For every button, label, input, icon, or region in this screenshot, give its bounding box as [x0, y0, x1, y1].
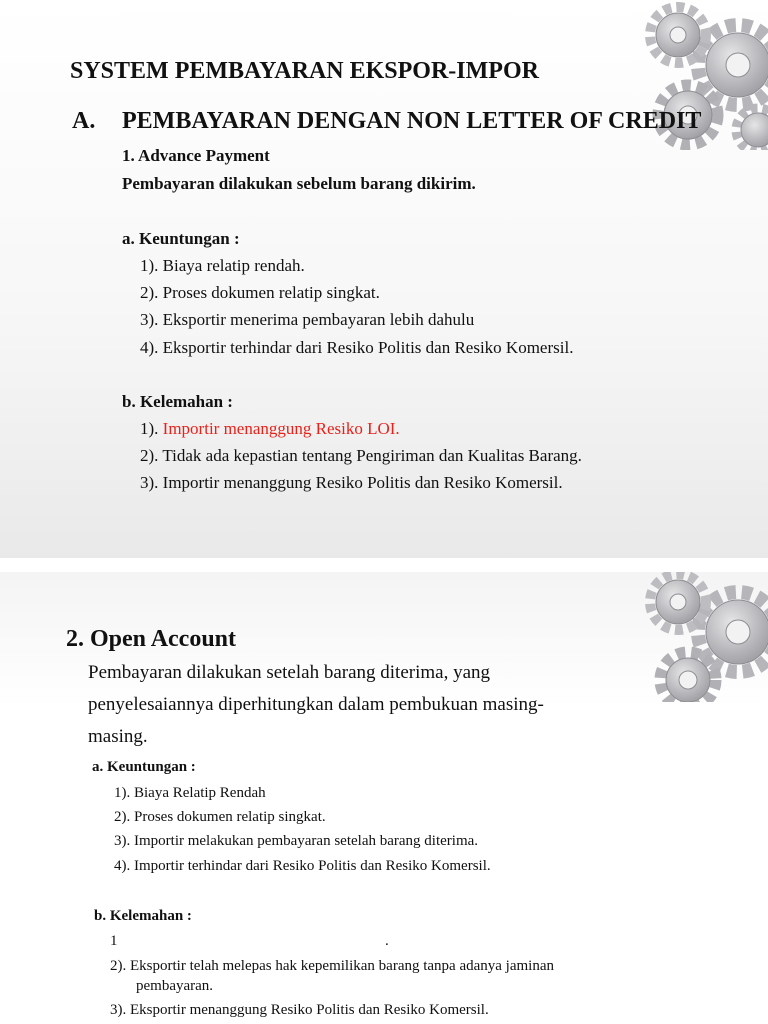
weakness-number: 1). — [140, 419, 159, 438]
advantages-heading: a. Keuntungan : — [92, 759, 196, 775]
definition-text: Pembayaran dilakukan sebelum barang dikirim. — [122, 174, 476, 193]
paragraph-line: Pembayaran dilakukan setelah barang diterima, yang — [88, 662, 491, 683]
weaknesses-heading: b. Kelemahan : — [122, 392, 233, 411]
advantage-item: 2). Proses dokumen relatip singkat. — [114, 809, 326, 825]
weakness-item: 3). Importir menanggung Resiko Politis dan Resiko Komersil. — [140, 473, 563, 492]
slide1-title: SYSTEM PEMBAYARAN EKSPOR-IMPOR — [70, 58, 539, 84]
slide-2 — [0, 572, 768, 1024]
weakness-item: 2). Eksportir telah melepas hak kepemilikan barang tanpa adanya jaminan — [110, 958, 555, 974]
weakness-number: 1 — [110, 933, 118, 949]
weaknesses-heading: b. Kelemahan : — [94, 908, 192, 924]
section-letter: A. — [72, 108, 96, 134]
weakness-highlight-text: Importir menanggung Resiko LOI. — [162, 419, 400, 438]
section-title: PEMBAYARAN DENGAN NON LETTER OF CREDIT — [122, 108, 702, 134]
weakness-item: 3). Eksportir menanggung Resiko Politis dan Resiko Komersil. — [110, 1002, 489, 1018]
advantage-item: 1). Biaya relatip rendah. — [140, 256, 305, 275]
advantage-item: 4). Importir terhindar dari Resiko Politis dan Resiko Komersil. — [114, 858, 491, 874]
weakness-dot: . — [385, 933, 389, 949]
slide2-title: 2. Open Account — [66, 626, 237, 652]
advantage-item: 2). Proses dokumen relatip singkat. — [140, 283, 380, 302]
subsection-title: 1. Advance Payment — [122, 146, 270, 165]
gears-decoration-icon — [618, 572, 768, 702]
advantage-item: 1). Biaya Relatip Rendah — [114, 785, 266, 801]
advantage-item: 3). Eksportir menerima pembayaran lebih dahulu — [140, 310, 475, 329]
weakness-item: 2). Tidak ada kepastian tentang Pengiriman dan Kualitas Barang. — [140, 446, 582, 465]
advantage-item: 4). Eksportir terhindar dari Resiko Politis dan Resiko Komersil. — [140, 338, 574, 357]
paragraph-line: penyelesaiannya diperhitungkan dalam pembukuan masing- — [88, 694, 544, 715]
paragraph-line: masing. — [88, 726, 148, 747]
advantages-heading: a. Keuntungan : — [122, 229, 240, 248]
weakness-item — [140, 419, 400, 439]
advantage-item: 3). Importir melakukan pembayaran setelah barang diterima. — [114, 833, 479, 849]
weakness-item-continuation: pembayaran. — [136, 978, 214, 994]
